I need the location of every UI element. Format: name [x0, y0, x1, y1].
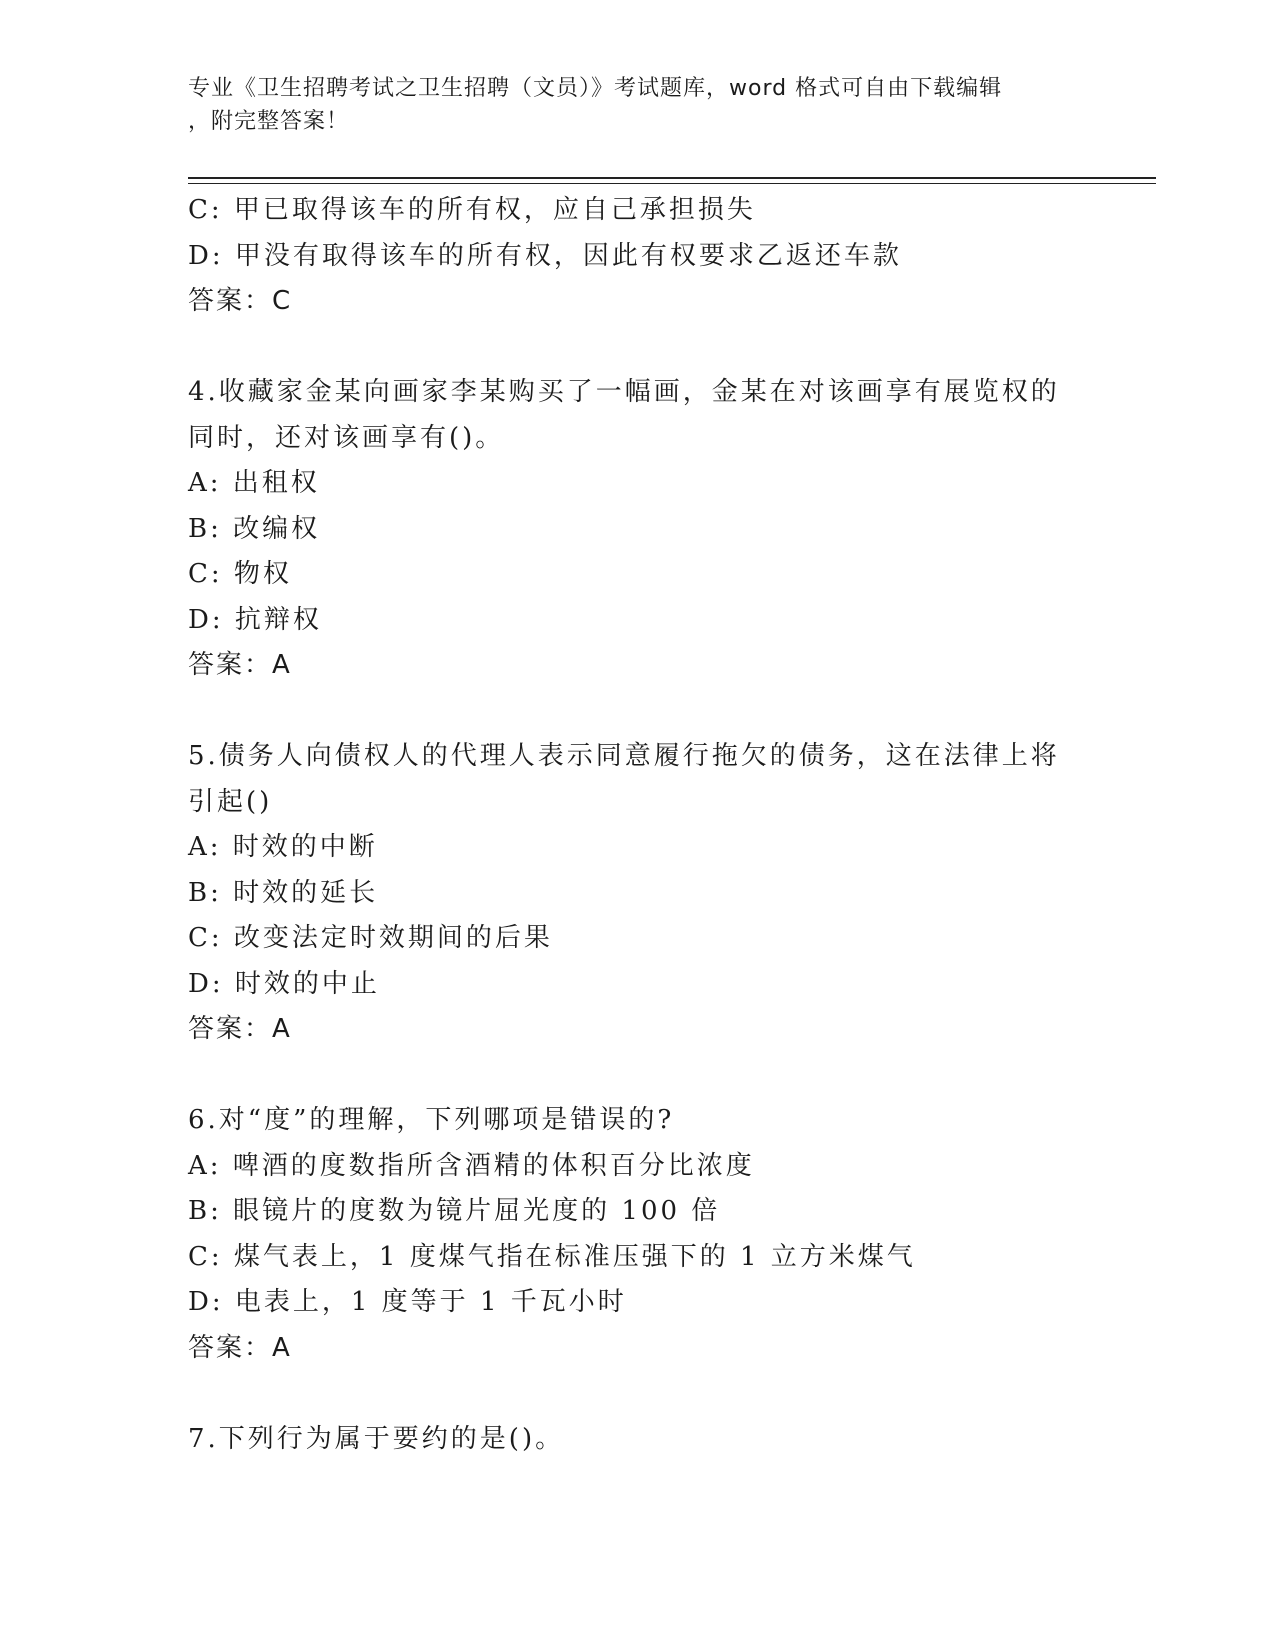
option-a: A: 啤酒的度数指所含酒精的体积百分比浓度 [188, 1150, 755, 1181]
spacer [188, 689, 1088, 735]
question-3-continuation [188, 188, 1088, 325]
option-a: A: 时效的中断 [188, 832, 378, 862]
option-a: A: 出租权 [188, 468, 320, 498]
answer-line: 答案：C [188, 286, 293, 316]
question-4 [188, 370, 1088, 689]
option-d: D: 电表上，1 度等于 1 千瓦小时 [188, 1287, 627, 1317]
header-line-2: ，附完整答案！ [188, 109, 350, 134]
header-line-1: 专业《卫生招聘考试之卫生招聘（文员）》考试题库，word 格式可自由下载编辑 [188, 76, 1003, 101]
option-b: B: 改编权 [188, 513, 321, 544]
question-stem: 7.下列行为属于要约的是()。 [188, 1423, 565, 1454]
question-list [188, 188, 1088, 1462]
question-6 [188, 1098, 1088, 1371]
option-c: C: 煤气表上，1 度煤气指在标准压强下的 1 立方米煤气 [188, 1241, 916, 1272]
option-d: D: 时效的中止 [188, 968, 380, 999]
answer-line: 答案：A [188, 650, 292, 680]
question-5 [188, 734, 1088, 1053]
header-divider-thin [188, 183, 1156, 184]
question-stem: 6.对“度”的理解，下列哪项是错误的? [188, 1105, 675, 1135]
question-stem: 4.收藏家金某向画家李某购买了一幅画，金某在对该画享有展览权的 [188, 377, 1060, 407]
answer-line: 答案：A [188, 1014, 292, 1044]
question-stem: 5.债务人向债权人的代理人表示同意履行拖欠的债务，这在法律上将 [188, 741, 1060, 771]
option-d: D: 甲没有取得该车的所有权，因此有权要求乙返还车款 [188, 240, 902, 271]
spacer [188, 1371, 1088, 1417]
question-7 [188, 1417, 1088, 1463]
question-stem-cont: 同时，还对该画享有()。 [188, 422, 505, 453]
answer-line: 答案：A [188, 1332, 292, 1363]
option-c: C: 甲已取得该车的所有权，应自己承担损失 [188, 195, 756, 225]
option-d: D: 抗辩权 [188, 604, 322, 635]
header-divider-thick [188, 177, 1156, 179]
document-header [188, 72, 1068, 138]
option-c: C: 改变法定时效期间的后果 [188, 923, 553, 953]
spacer [188, 325, 1088, 371]
question-stem-cont: 引起() [188, 786, 273, 817]
option-c: C: 物权 [188, 559, 292, 589]
option-b: B: 眼镜片的度数为镜片屈光度的 100 倍 [188, 1196, 721, 1226]
option-b: B: 时效的延长 [188, 877, 379, 908]
spacer [188, 1053, 1088, 1099]
